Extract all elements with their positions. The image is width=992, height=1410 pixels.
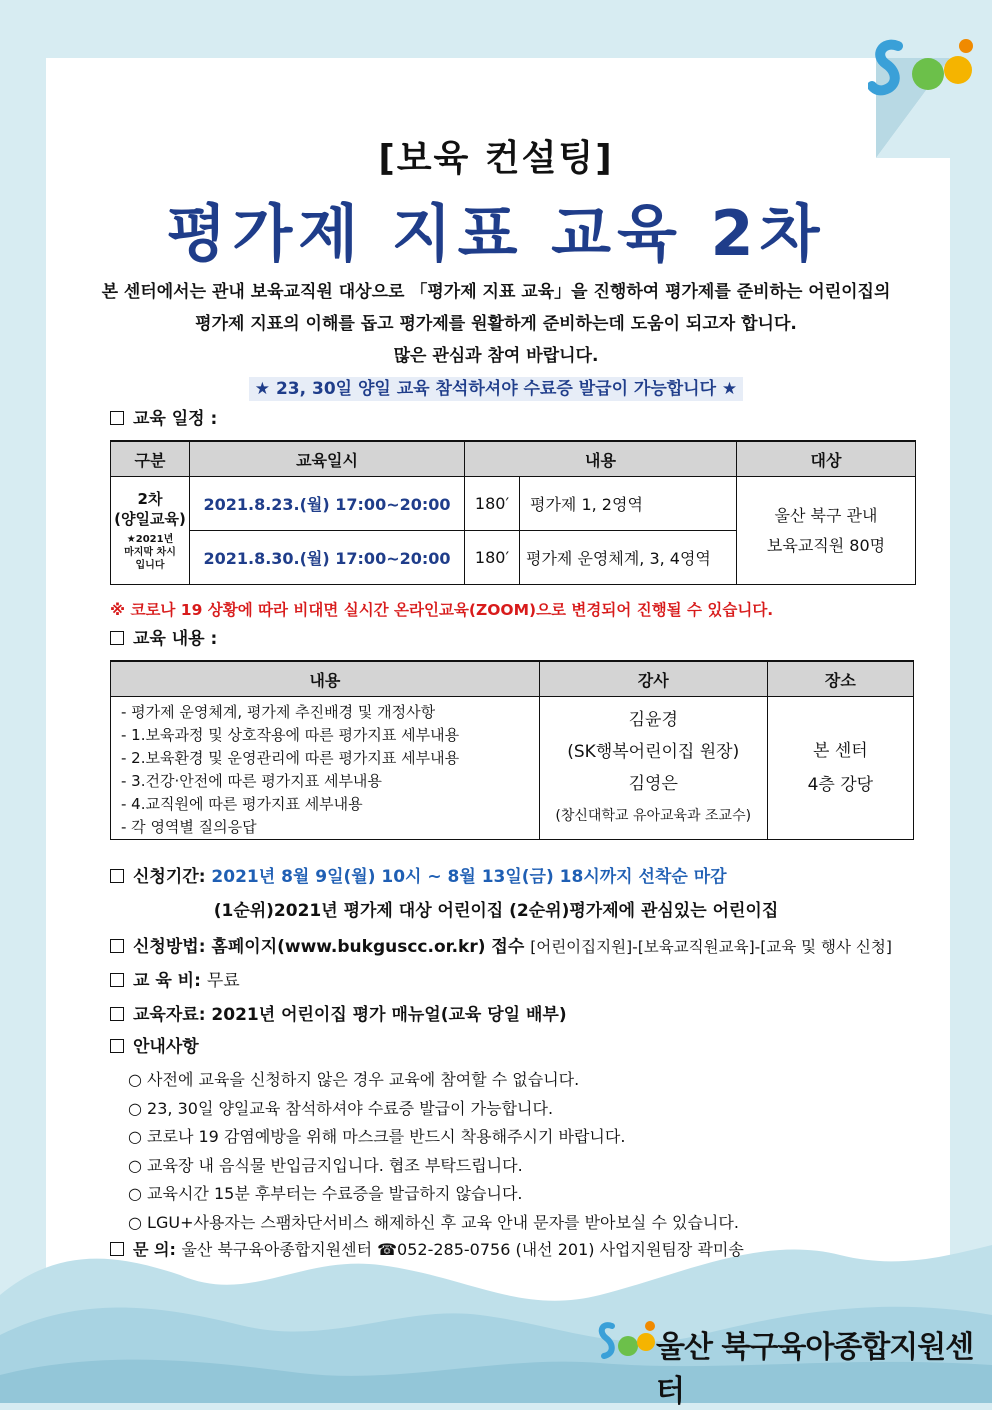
list-item: - 각 영역별 질의응답: [121, 818, 257, 836]
minutes-cell: 180′: [465, 531, 520, 585]
checkbox-icon: [110, 411, 124, 425]
checkbox-icon: [110, 1242, 124, 1256]
col-header: 구분: [111, 441, 190, 477]
materials: [110, 1004, 567, 1026]
content-list-cell: [111, 697, 540, 840]
datetime-cell: 2021.8.23.(월) 17:00~20:00: [190, 477, 465, 531]
list-item: ○ 코로나 19 감염예방을 위해 마스크를 반드시 착용해주시기 바랍니다.: [128, 1127, 626, 1146]
col-header: 강사: [539, 661, 767, 697]
contact: [110, 1239, 744, 1261]
checkbox-icon: [110, 869, 124, 883]
list-item: - 3.건강·안전에 따른 평가지표 세부내용: [121, 772, 382, 790]
list-item: ○ LGU+사용자는 스팸차단서비스 해제하신 후 교육 안내 문자를 받아보실 수 있습니다.: [128, 1212, 739, 1232]
group-cell: [111, 477, 190, 585]
col-header: 장소: [767, 661, 913, 697]
fee-value: 무료: [206, 971, 240, 991]
materials-value: 2021년 어린이집 평가 매뉴얼(교육 당일 배부): [211, 1005, 567, 1025]
col-header: 내용: [111, 661, 540, 697]
list-item: - 2.보육환경 및 운영관리에 따른 평가지표 세부내용: [121, 749, 460, 767]
instructor-name: 김윤경: [628, 710, 678, 730]
guide-heading: [110, 1036, 199, 1058]
apply-method: [110, 936, 892, 958]
apply-period: [110, 866, 727, 888]
group-note: 입니다: [135, 560, 165, 571]
fee: [110, 970, 240, 992]
intro-line-1: 본 센터에서는 관내 보육교직원 대상으로 「평가제 지표 교육」을 진행하여 평가제를 준비하는 어린이집의: [101, 282, 891, 302]
center-logo-icon: [868, 28, 980, 108]
materials-label: 교육자료:: [133, 1005, 206, 1025]
list-item: - 4.교직원에 따른 평가지표 세부내용: [121, 795, 363, 813]
checkbox-icon: [110, 1007, 124, 1021]
instructor-cell: [539, 697, 767, 840]
group-label: 2차: [137, 490, 163, 508]
guide-list: [128, 1066, 739, 1237]
checkbox-icon: [110, 1039, 124, 1053]
contact-label: 문 의:: [133, 1240, 176, 1259]
homepage-link[interactable]: 홈페이지(www.bukguscc.or.kr) 접수: [211, 937, 525, 957]
page-subtitle: [보육 컨설팅]: [378, 138, 614, 179]
list-item: ○ 교육시간 15분 후부터는 수료증을 발급하지 않습니다.: [128, 1184, 523, 1203]
apply-priority: (1순위)2021년 평가제 대상 어린이집 (2순위)평가제에 관심있는 어린이집: [213, 901, 779, 921]
list-item: ○ 교육장 내 음식물 반입금지입니다. 협조 부탁드립니다.: [128, 1155, 523, 1175]
col-header: 교육일시: [190, 441, 465, 477]
schedule-heading: [110, 408, 217, 430]
menu-path: [어린이집지원]-[보육교직원교육]-[교육 및 행사 신청]: [530, 938, 892, 956]
fee-label: 교 육 비:: [133, 971, 201, 991]
instructor-affiliation: (SK행복어린이집 원장): [567, 742, 740, 762]
place-cell: [767, 697, 913, 840]
content-cell: 평가제 1, 2영역: [520, 477, 737, 531]
apply-method-label: 신청방법:: [133, 937, 206, 957]
checkbox-icon: [110, 939, 124, 953]
target-cell: [737, 477, 916, 585]
datetime-cell: 2021.8.30.(월) 17:00~20:00: [190, 531, 465, 585]
content-heading: [110, 628, 217, 650]
content-table: [110, 660, 914, 840]
place-line: 4층 강당: [807, 775, 874, 795]
schedule-table: [110, 440, 916, 585]
list-item: - 1.보육과정 및 상호작용에 따른 평가지표 세부내용: [121, 726, 460, 744]
content-heading-label: 교육 내용 :: [133, 629, 218, 649]
table-row: [111, 697, 914, 840]
highlight-text: ★ 23, 30일 양일 교육 참석하셔야 수료증 발급이 가능합니다 ★: [249, 377, 743, 401]
group-note: ★2021년: [126, 534, 174, 545]
target-line: 보육교직원 80명: [766, 535, 886, 555]
guide-label: 안내사항: [133, 1037, 199, 1057]
instructor-name: 김영은: [628, 774, 678, 794]
target-line: 울산 북구 관내: [774, 505, 878, 525]
col-header: 내용: [465, 441, 737, 477]
content-header-row: [111, 661, 914, 697]
page-title: 평가제 지표 교육 2차: [166, 197, 826, 270]
footer-org-name: 울산 북구육아종합지원센터: [656, 1330, 974, 1409]
highlight-banner: [0, 374, 992, 399]
col-header: 대상: [737, 441, 916, 477]
apply-period-value: 2021년 8월 9일(월) 10시 ~ 8월 13일(금) 18시까지 선착순 마감: [211, 867, 727, 887]
intro-line-3: 많은 관심과 참여 바랍니다.: [393, 346, 599, 366]
covid-notice: ※ 코로나 19 상황에 따라 비대면 실시간 온라인교육(ZOOM)으로 변경되어 진행될 수 있습니다.: [110, 601, 774, 619]
table-row: [111, 477, 916, 531]
group-sub: (양일교육): [114, 510, 186, 528]
minutes-cell: 180′: [465, 477, 520, 531]
place-line: 본 센터: [813, 741, 868, 761]
list-item: - 평가제 운영체계, 평가제 추진배경 및 개정사항: [121, 703, 436, 721]
checkbox-icon: [110, 973, 124, 987]
schedule-heading-label: 교육 일정 :: [133, 409, 218, 429]
list-item: ○ 23, 30일 양일교육 참석하셔야 수료증 발급이 가능합니다.: [128, 1098, 554, 1118]
intro-line-2: 평가제 지표의 이해를 돕고 평가제를 원활하게 준비하는데 도움이 되고자 합니다.: [195, 314, 797, 334]
list-item: ○ 사전에 교육을 신청하지 않은 경우 교육에 참여할 수 없습니다.: [128, 1070, 580, 1089]
apply-period-label: 신청기간:: [133, 867, 206, 887]
schedule-header-row: [111, 441, 916, 477]
contact-value: 울산 북구육아종합지원센터 ☎052-285-0756 (내선 201) 사업지원팀장 곽미송: [181, 1240, 744, 1259]
checkbox-icon: [110, 631, 124, 645]
instructor-affiliation: (창신대학교 유아교육과 조교수): [555, 808, 752, 824]
content-cell: 평가제 운영체계, 3, 4영역: [520, 531, 737, 585]
center-logo-icon: [596, 1316, 656, 1366]
group-note: 마지막 차시: [124, 547, 176, 558]
